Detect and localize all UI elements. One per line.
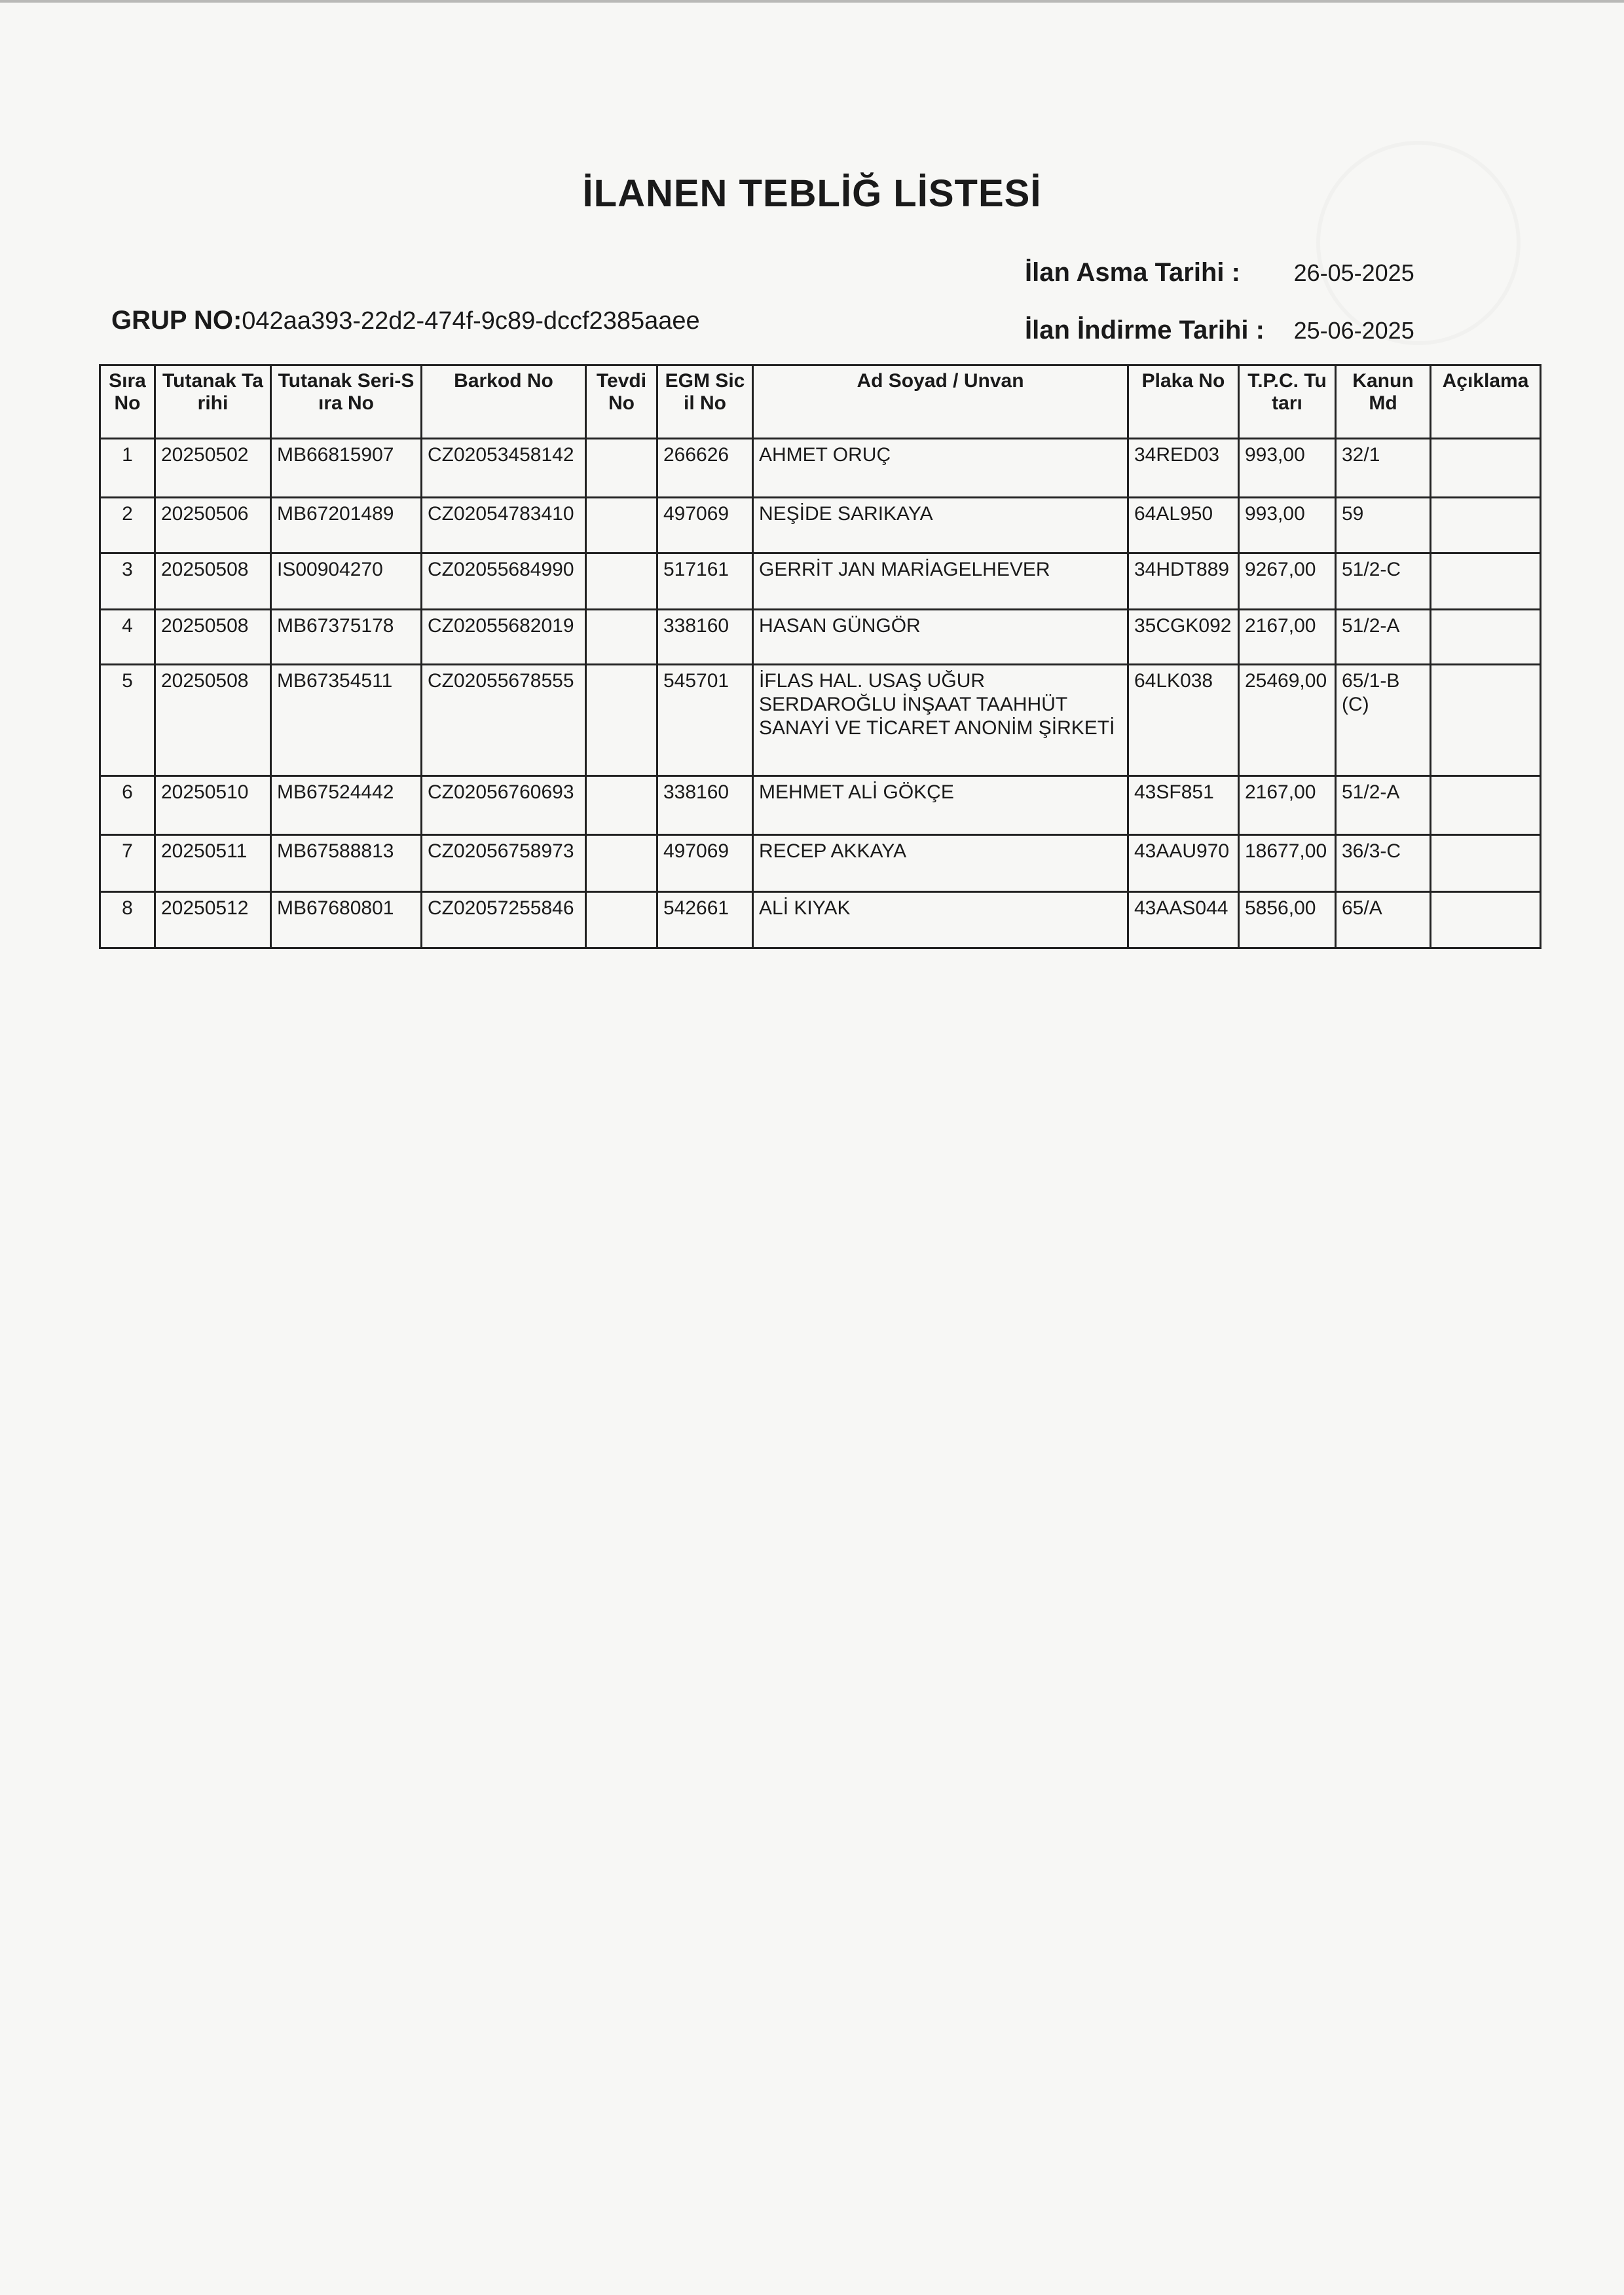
cell-kanun-md: 51/2-C [1336,553,1431,610]
posting-date-label: İlan Asma Tarihi : [1025,258,1240,287]
cell-tutanak-tarihi: 20250510 [155,776,271,835]
cell-barkod-no: CZ02056758973 [422,835,586,892]
header-tutanak-tarihi: Tutanak Tarihi [155,365,271,439]
cell-aciklama [1431,892,1541,948]
header-barkod-no: Barkod No [422,365,586,439]
cell-plaka-no: 64LK038 [1128,665,1239,776]
cell-tutanak-tarihi: 20250508 [155,553,271,610]
cell-tutanak-seri-sira-no: MB67375178 [271,610,422,665]
cell-ad-soyad-unvan: NEŞİDE SARIKAYA [753,498,1128,553]
cell-egm-sicil-no: 545701 [657,665,753,776]
cell-tutanak-seri-sira-no: MB67588813 [271,835,422,892]
cell-tpc-tutari: 9267,00 [1239,553,1336,610]
cell-tutanak-tarihi: 20250512 [155,892,271,948]
cell-aciklama [1431,610,1541,665]
cell-kanun-md: 51/2-A [1336,610,1431,665]
group-number-value: 042aa393-22d2-474f-9c89-dccf2385aaee [242,307,700,335]
cell-aciklama [1431,835,1541,892]
cell-tutanak-tarihi: 20250502 [155,439,271,498]
table-row [100,553,1541,610]
header-sira-no: Sıra No [100,365,155,439]
cell-barkod-no: CZ02057255846 [422,892,586,948]
cell-plaka-no: 34HDT889 [1128,553,1239,610]
cell-aciklama [1431,498,1541,553]
cell-egm-sicil-no: 338160 [657,776,753,835]
cell-tutanak-seri-sira-no: MB67354511 [271,665,422,776]
cell-barkod-no: CZ02055684990 [422,553,586,610]
cell-tpc-tutari: 18677,00 [1239,835,1336,892]
cell-kanun-md: 32/1 [1336,439,1431,498]
cell-sira-no: 3 [100,553,155,610]
date-block [1025,257,1414,372]
table-row [100,610,1541,665]
cell-tevdi-no [586,553,657,610]
cell-kanun-md: 51/2-A [1336,776,1431,835]
cell-ad-soyad-unvan: ALİ KIYAK [753,892,1128,948]
cell-egm-sicil-no: 542661 [657,892,753,948]
header-ad-soyad-unvan: Ad Soyad / Unvan [753,365,1128,439]
cell-kanun-md: 65/A [1336,892,1431,948]
cell-tutanak-seri-sira-no: IS00904270 [271,553,422,610]
cell-tpc-tutari: 25469,00 [1239,665,1336,776]
header-kanun-md: Kanun Md [1336,365,1431,439]
cell-ad-soyad-unvan: RECEP AKKAYA [753,835,1128,892]
removal-date-label: İlan İndirme Tarihi : [1025,316,1264,345]
cell-barkod-no: CZ02056760693 [422,776,586,835]
cell-tpc-tutari: 993,00 [1239,498,1336,553]
table-row [100,776,1541,835]
cell-tevdi-no [586,892,657,948]
table-row [100,665,1541,776]
cell-tevdi-no [586,835,657,892]
cell-barkod-no: CZ02055678555 [422,665,586,776]
cell-ad-soyad-unvan: GERRİT JAN MARİAGELHEVER [753,553,1128,610]
cell-tevdi-no [586,610,657,665]
table-row [100,835,1541,892]
cell-plaka-no: 43AAU970 [1128,835,1239,892]
cell-tevdi-no [586,776,657,835]
cell-plaka-no: 43SF851 [1128,776,1239,835]
cell-aciklama [1431,665,1541,776]
cell-ad-soyad-unvan: MEHMET ALİ GÖKÇE [753,776,1128,835]
header-tpc-tutari: T.P.C. Tutarı [1239,365,1336,439]
table-row [100,498,1541,553]
posting-date-row [1025,257,1414,314]
cell-sira-no: 1 [100,439,155,498]
cell-barkod-no: CZ02054783410 [422,498,586,553]
cell-aciklama [1431,553,1541,610]
cell-sira-no: 4 [100,610,155,665]
cell-tutanak-tarihi: 20250508 [155,610,271,665]
cell-egm-sicil-no: 497069 [657,498,753,553]
cell-tpc-tutari: 993,00 [1239,439,1336,498]
cell-tevdi-no [586,665,657,776]
posting-date-value: 26-05-2025 [1293,259,1414,286]
cell-tutanak-seri-sira-no: MB66815907 [271,439,422,498]
table-row [100,439,1541,498]
cell-tutanak-seri-sira-no: MB67680801 [271,892,422,948]
cell-egm-sicil-no: 497069 [657,835,753,892]
cell-sira-no: 2 [100,498,155,553]
cell-egm-sicil-no: 338160 [657,610,753,665]
cell-kanun-md: 36/3-C [1336,835,1431,892]
table-row [100,892,1541,948]
cell-tevdi-no [586,498,657,553]
cell-egm-sicil-no: 266626 [657,439,753,498]
cell-tutanak-tarihi: 20250506 [155,498,271,553]
cell-kanun-md: 65/1-B (C) [1336,665,1431,776]
cell-barkod-no: CZ02053458142 [422,439,586,498]
cell-tutanak-tarihi: 20250511 [155,835,271,892]
cell-sira-no: 6 [100,776,155,835]
header-tevdi-no: Tevdi No [586,365,657,439]
document-title: İLANEN TEBLİĞ LİSTESİ [582,172,1042,215]
cell-plaka-no: 64AL950 [1128,498,1239,553]
header-tutanak-seri-sira-no: Tutanak Seri-Sıra No [271,365,422,439]
cell-aciklama [1431,776,1541,835]
cell-aciklama [1431,439,1541,498]
cell-tevdi-no [586,439,657,498]
cell-plaka-no: 35CGK092 [1128,610,1239,665]
cell-barkod-no: CZ02055682019 [422,610,586,665]
cell-sira-no: 7 [100,835,155,892]
group-number-label: GRUP NO: [111,306,242,335]
cell-kanun-md: 59 [1336,498,1431,553]
notification-table [99,364,1541,949]
removal-date-row [1025,314,1414,372]
cell-sira-no: 5 [100,665,155,776]
cell-ad-soyad-unvan: HASAN GÜNGÖR [753,610,1128,665]
cell-egm-sicil-no: 517161 [657,553,753,610]
group-number [111,306,700,335]
cell-tutanak-tarihi: 20250508 [155,665,271,776]
cell-tpc-tutari: 2167,00 [1239,610,1336,665]
cell-plaka-no: 34RED03 [1128,439,1239,498]
cell-tutanak-seri-sira-no: MB67201489 [271,498,422,553]
header-egm-sicil-no: EGM Sicil No [657,365,753,439]
table-header-row [100,365,1541,439]
cell-sira-no: 8 [100,892,155,948]
cell-tutanak-seri-sira-no: MB67524442 [271,776,422,835]
cell-ad-soyad-unvan: İFLAS HAL. USAŞ UĞUR SERDAROĞLU İNŞAAT TAAHHÜT SANAYİ VE TİCARET ANONİM ŞİRKETİ [753,665,1128,776]
header-plaka-no: Plaka No [1128,365,1239,439]
cell-tpc-tutari: 5856,00 [1239,892,1336,948]
cell-tpc-tutari: 2167,00 [1239,776,1336,835]
scan-edge [0,0,1624,3]
removal-date-value: 25-06-2025 [1293,317,1414,344]
cell-ad-soyad-unvan: AHMET ORUÇ [753,439,1128,498]
header-aciklama: Açıklama [1431,365,1541,439]
cell-plaka-no: 43AAS044 [1128,892,1239,948]
